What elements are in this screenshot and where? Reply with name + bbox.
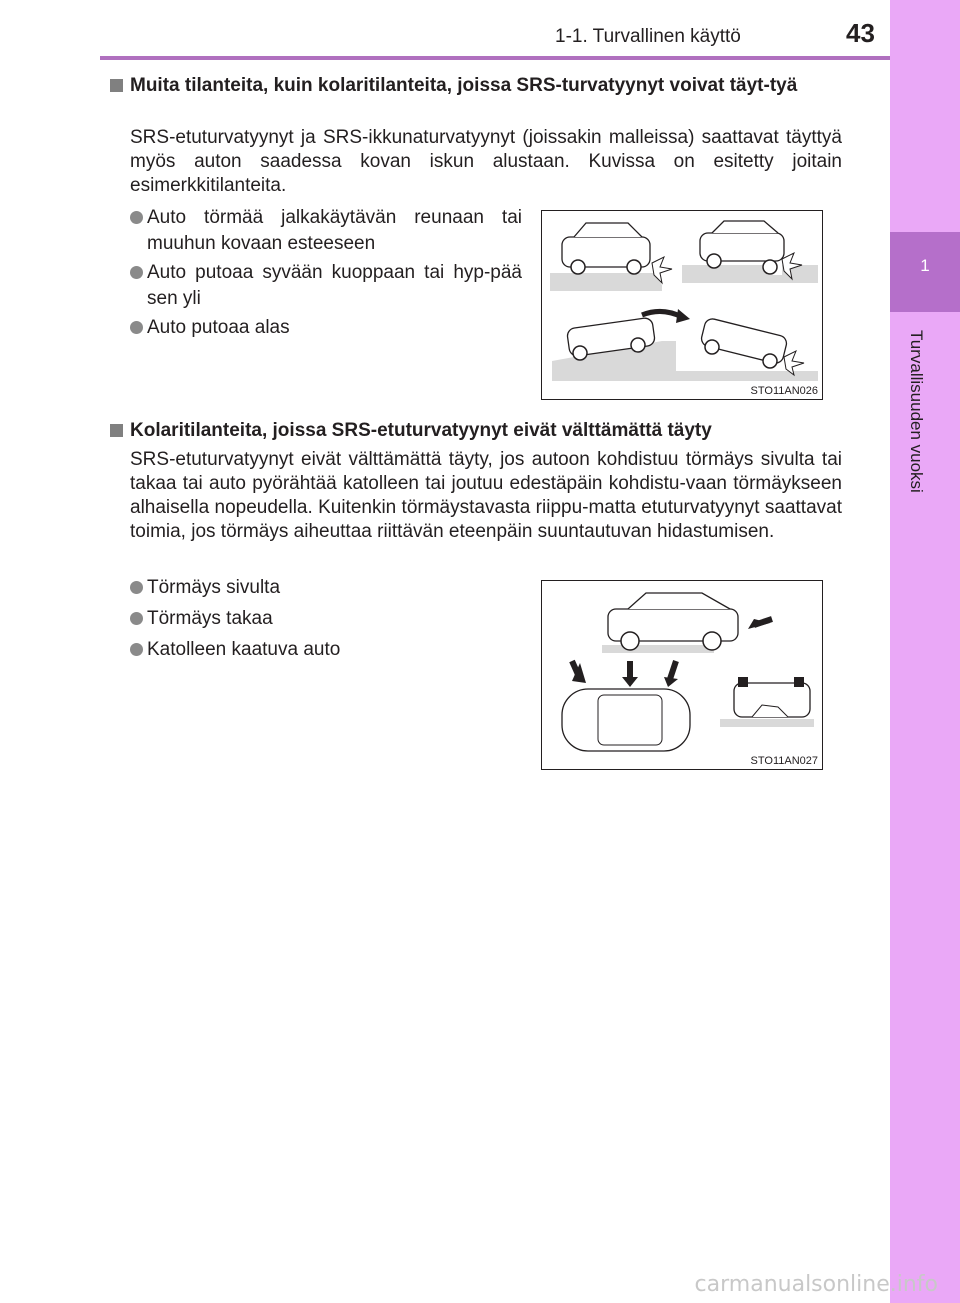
page-number: 43	[846, 18, 875, 48]
figure-code: STO11AN026	[750, 385, 818, 397]
circle-bullet-icon	[130, 612, 143, 625]
circle-bullet-icon	[130, 266, 143, 279]
header-divider	[100, 56, 890, 60]
list-item: Törmäys takaa	[130, 606, 510, 632]
circle-bullet-icon	[130, 581, 143, 594]
section-heading-text: Muita tilanteita, kuin kolaritilanteita, joissa SRS-turvatyynyt voivat täyt-tyä	[130, 75, 798, 96]
section-heading	[110, 74, 842, 98]
figure-car-impacts-underbody	[541, 210, 823, 400]
figure-code: STO11AN027	[750, 755, 818, 767]
car-illustration-icon	[542, 211, 822, 399]
chapter-side-tab	[890, 0, 960, 1303]
chapter-number: 1	[920, 256, 930, 275]
circle-bullet-icon	[130, 643, 143, 656]
circle-bullet-icon	[130, 211, 143, 224]
section-heading-text: Kolaritilanteita, joissa SRS-etuturvatyynyt eivät välttämättä täyty	[130, 420, 712, 441]
chapter-title: Turvallisuuden vuoksi	[907, 330, 926, 493]
list-item: Auto törmää jalkakäytävän reunaan tai muuhun kovaan esteeseen	[130, 205, 522, 257]
car-illustration-icon	[542, 581, 822, 769]
list-item: Auto putoaa alas	[130, 315, 522, 341]
watermark: carmanualsonline.info	[694, 1272, 938, 1297]
section-body: SRS-etuturvatyynyt ja SRS-ikkunaturvatyynyt (joissakin malleissa) saattavat täyttyä myös auton saadessa kovan iskun alustaan. Kuvissa on esitetty joitain esimerkkitilanteita.	[130, 127, 842, 196]
section-body: SRS-etuturvatyynyt eivät välttämättä täyty, jos autoon kohdistuu törmäys sivulta tai takaa tai auto pyörähtää katolleen tai joutuu edestäpäin kohdistu-vaan törmäykseen alhaisella nopeudella. Kuitenkin törmäystavasta riippu-matta etuturvatyynyt saattavat toimia, jos törmäys aiheuttaa riittävän eteenpäin suuntautuvan hidastumisen.	[130, 449, 842, 542]
section-heading	[110, 419, 850, 443]
list-item: Auto putoaa syvään kuoppaan tai hyp-pää sen yli	[130, 260, 522, 312]
section-title: 1-1. Turvallinen käyttö	[555, 26, 741, 47]
list-item: Katolleen kaatuva auto	[130, 637, 510, 663]
square-bullet-icon	[110, 424, 123, 437]
figure-car-no-airbag-cases	[541, 580, 823, 770]
circle-bullet-icon	[130, 321, 143, 334]
list-item: Törmäys sivulta	[130, 575, 510, 601]
square-bullet-icon	[110, 79, 123, 92]
